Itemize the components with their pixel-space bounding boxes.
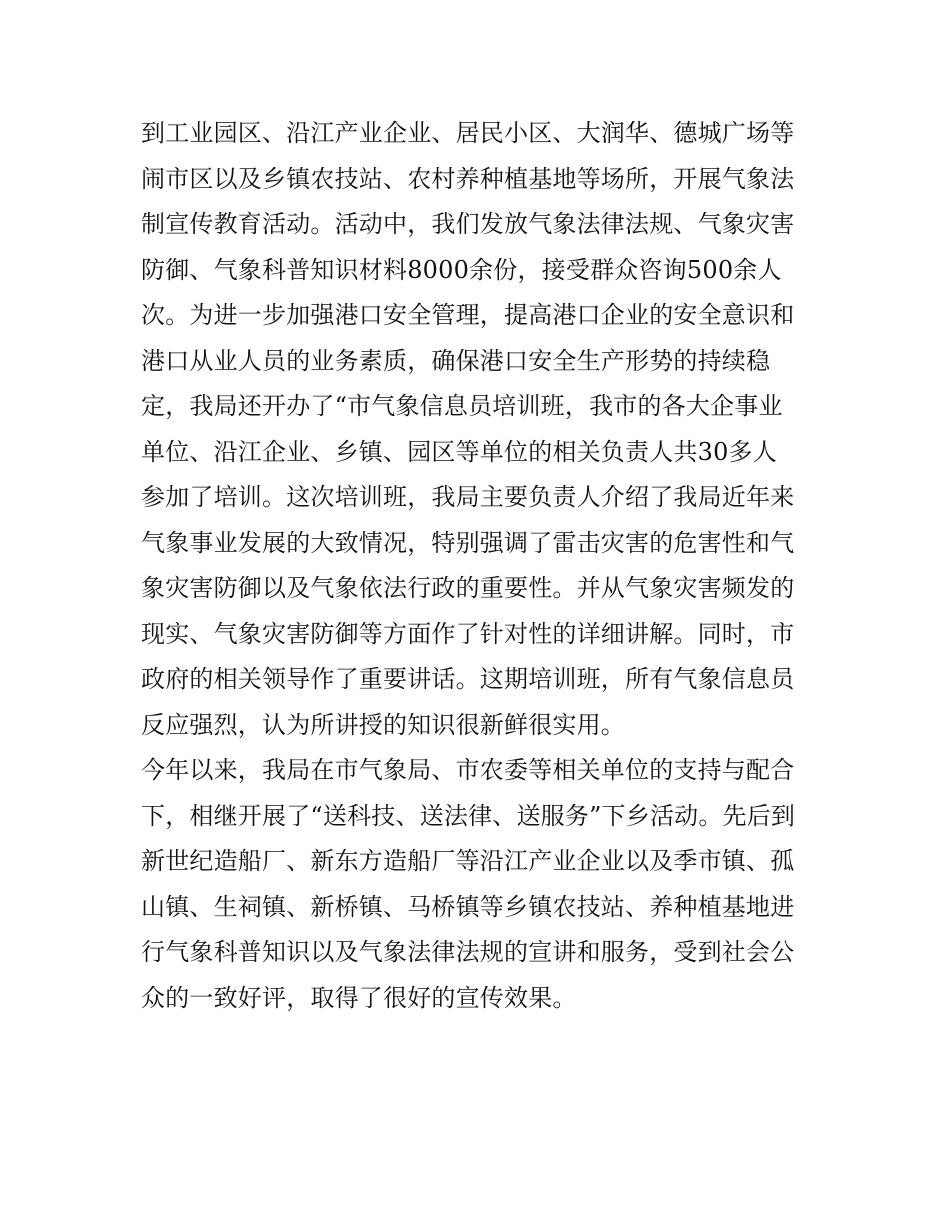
text-line: 防御、气象科普知识材料8000余份，接受群众咨询500余人 [141, 255, 782, 284]
text-line: 象灾害防御以及气象依法行政的重要性。并从气象灾害频发的 [141, 574, 795, 602]
text-line: 新世纪造船厂、新东方造船厂等沿江产业企业以及季市镇、孤 [141, 847, 795, 875]
text-line: 现实、气象灾害防御等方面作了针对性的详细讲解。同时，市 [141, 619, 795, 648]
text-line: 制宣传教育活动。活动中，我们发放气象法律法规、气象灾害 [141, 210, 795, 238]
text-line: 闹市区以及乡镇农技站、农村养种植基地等场所，开展气象法 [141, 164, 795, 193]
text-line: 次。为进一步加强港口安全管理，提高港口企业的安全意识和 [141, 301, 795, 329]
paragraph-2 [141, 748, 821, 1021]
document-body [141, 111, 821, 1021]
text-line: 行气象科普知识以及气象法律法规的宣讲和服务，受到社会公 [141, 938, 795, 966]
text-line: 到工业园区、沿江产业企业、居民小区、大润华、德城广场等 [141, 119, 795, 147]
text-line: 单位、沿江企业、乡镇、园区等单位的相关负责人共30多人 [141, 437, 777, 466]
text-line: 气象事业发展的大致情况，特别强调了雷击灾害的危害性和气 [141, 528, 795, 557]
text-line: 港口从业人员的业务素质，确保港口安全生产形势的持续稳 [141, 346, 771, 375]
text-line: 定，我局还开办了“市气象信息员培训班，我市的各大企事业 [141, 392, 783, 420]
text-line: 参加了培训。这次培训班，我局主要负责人介绍了我局近年来 [141, 483, 795, 511]
text-line: 下，相继开展了“送科技、送法律、送服务”下乡活动。先后到 [141, 801, 796, 830]
text-line: 众的一致好评，取得了很好的宣传效果。 [141, 983, 577, 1012]
text-line: 今年以来，我局在市气象局、市农委等相关单位的支持与配合 [141, 756, 795, 784]
text-line: 山镇、生祠镇、新桥镇、马桥镇等乡镇农技站、养种植基地进 [141, 892, 795, 921]
text-line: 政府的相关领导作了重要讲话。这期培训班，所有气象信息员 [141, 665, 795, 693]
paragraph-1 [141, 111, 821, 748]
text-line: 反应强烈，认为所讲授的知识很新鲜很实用。 [141, 710, 625, 739]
